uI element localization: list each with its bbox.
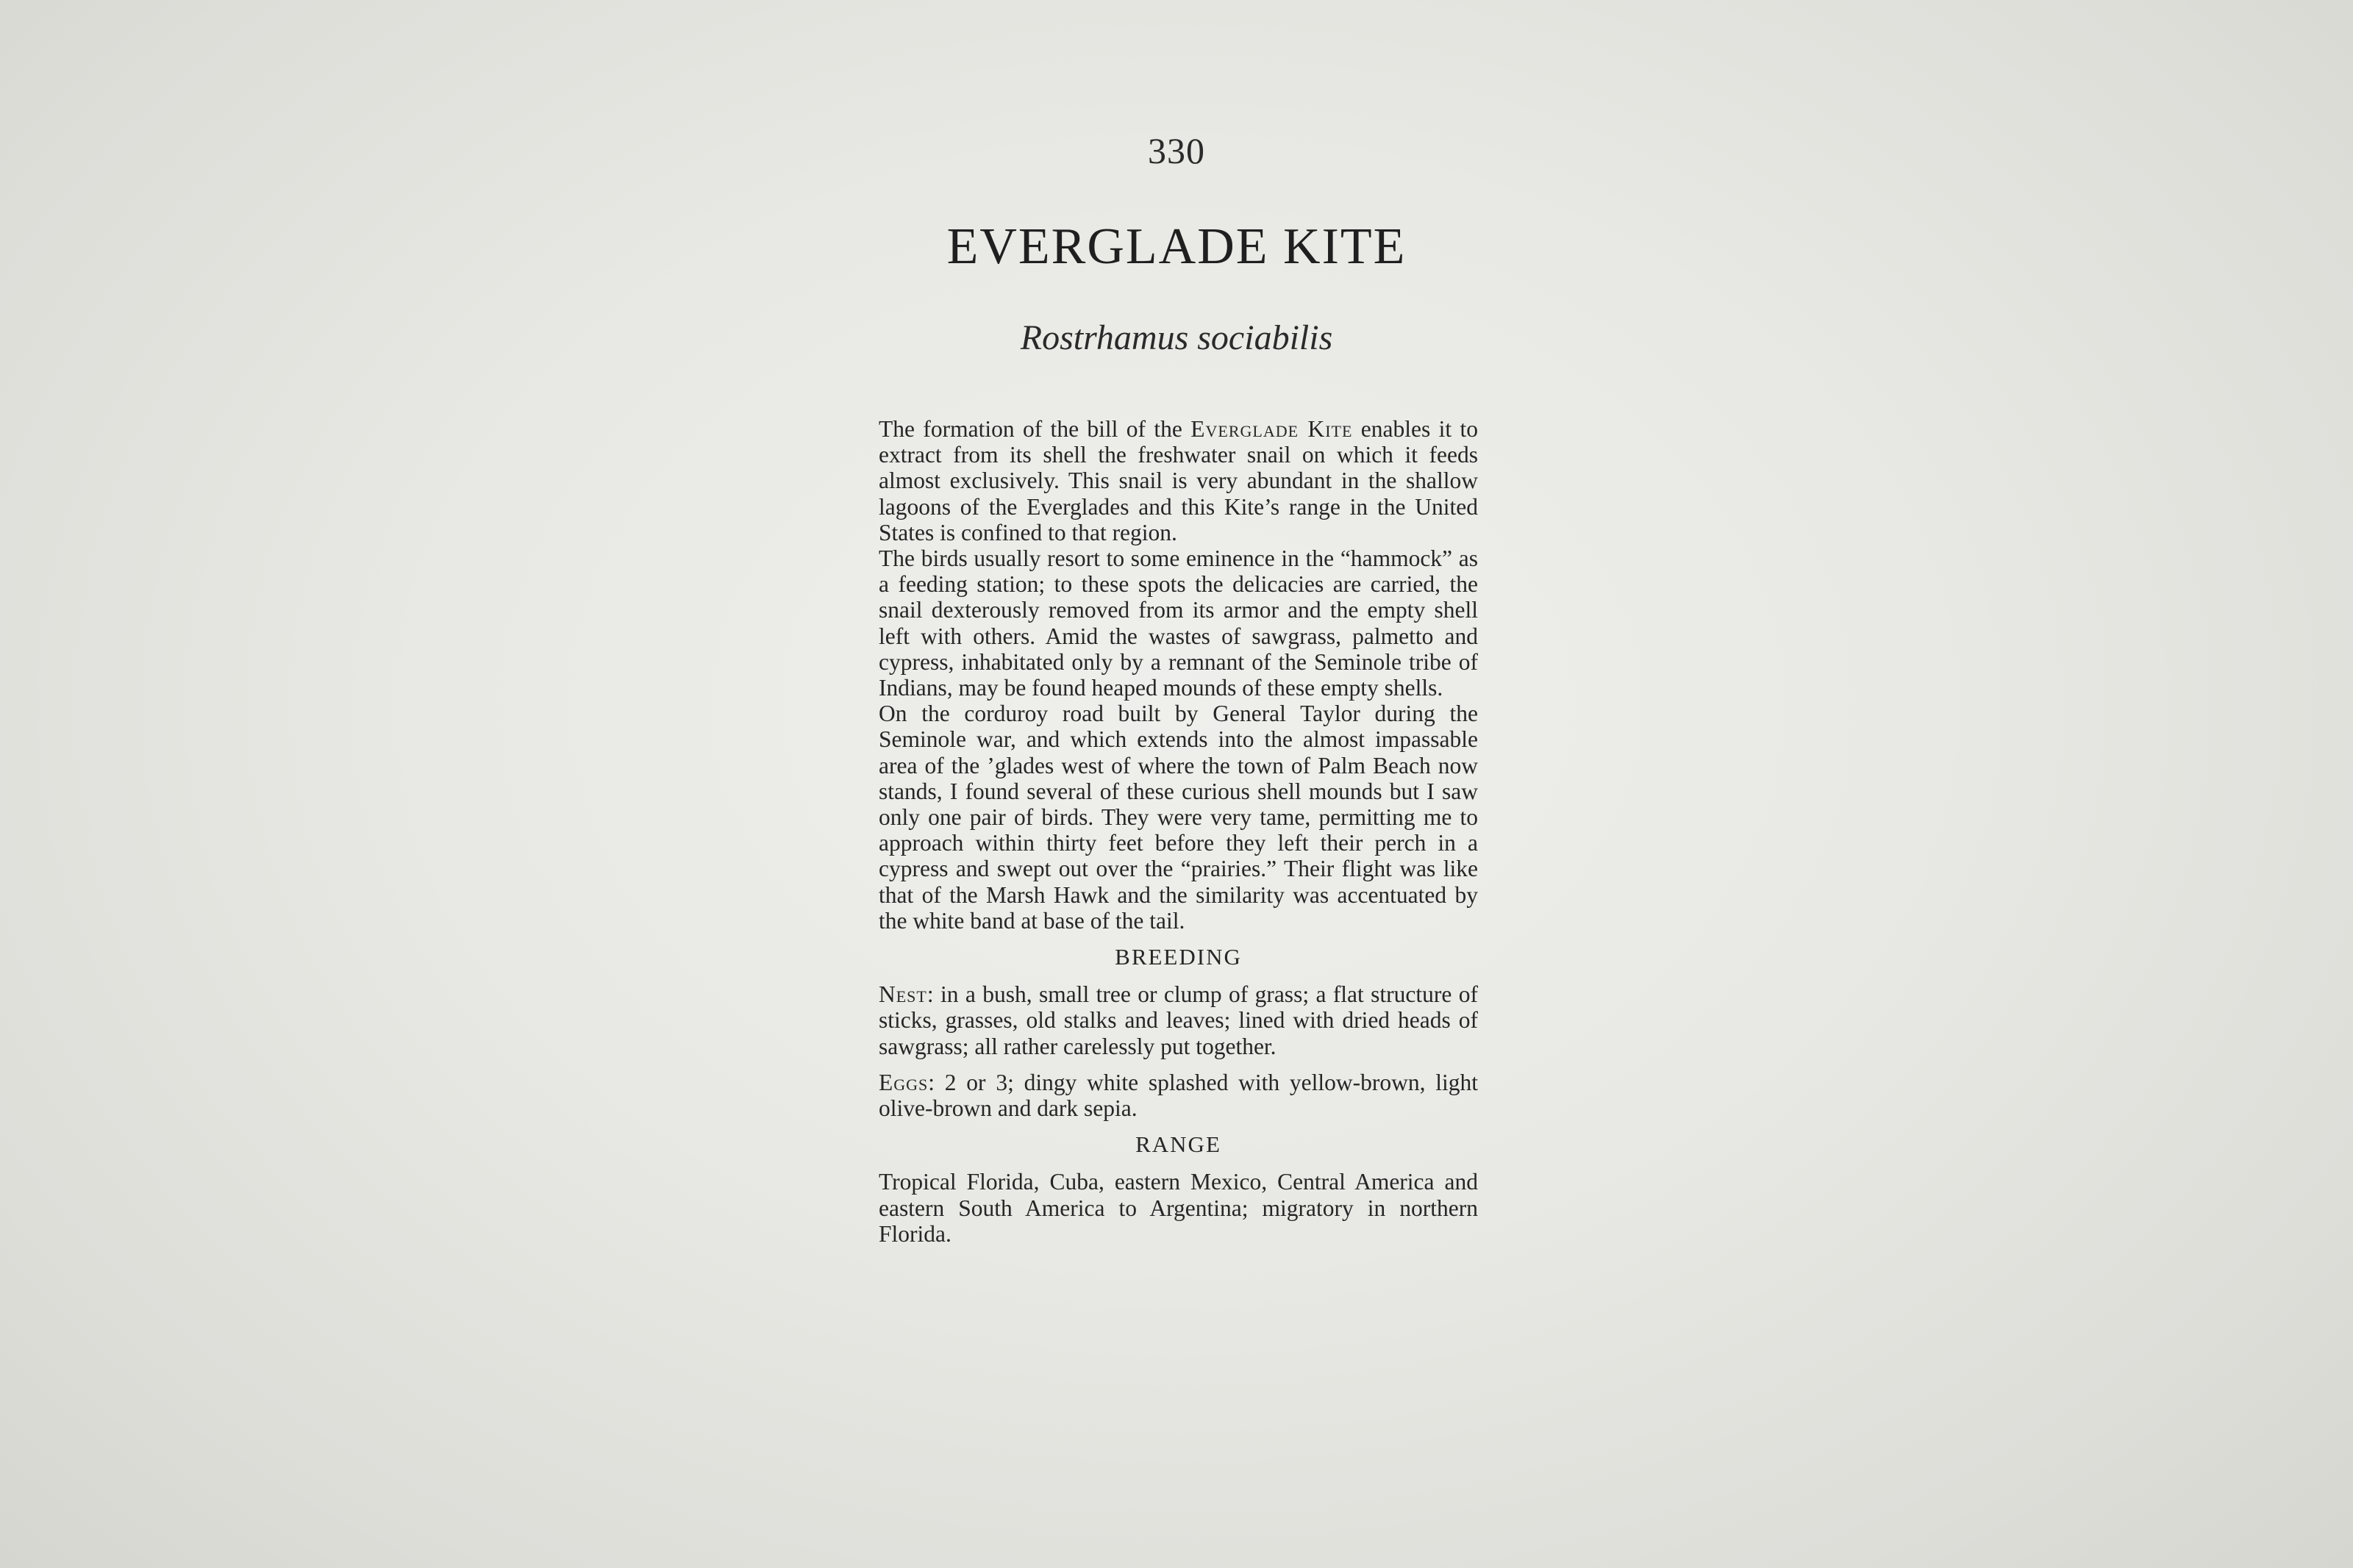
text-column (879, 416, 1478, 1247)
page-number: 330 (1148, 130, 1205, 171)
page-title: EVERGLADE KITE (946, 218, 1407, 275)
nest-label: Nest (879, 981, 927, 1008)
body-paragraph-2: The birds usually resort to some eminence in the “hammock” as a feeding station; to these spots the delicacies are carried, the snail dexterously removed from its armor and the empty shell left with others. Amid the wastes of sawgrass, palmetto and cypress, inhabitated only by a remnant of the Seminole tribe of Indians, may be found heaped mounds of these empty shells. (879, 545, 1478, 701)
bird-name-smallcaps: Everglade Kite (1190, 416, 1353, 442)
paragraph-1-lead: The formation of the bill of the (879, 416, 1191, 442)
body-paragraph-3: On the corduroy road built by General Taylor during the Seminole war, and which extends into the almost impassable area of the ’glades west of where the town of Palm Beach now stands, I found several of these curious shell mounds but I saw only one pair of birds. They were very tame, permitting me to approach within thirty feet before they left their perch in a cypress and swept out over the “prairies.” Their flight was like that of the Marsh Hawk and the similarity was accentuated by the white band at base of the tail. (879, 701, 1478, 934)
nest-text: : in a bush, small tree or clump of grass; a flat structure of sticks, grasses, old stalks and leaves; lined with dried heads of sawgrass; all rather carelessly put together. (879, 981, 1478, 1059)
breeding-heading: BREEDING (1115, 944, 1242, 970)
body-paragraph-1 (879, 416, 1478, 545)
eggs-text: : 2 or 3; dingy white splashed with yellow-brown, light olive-brown and dark sepia. (879, 1069, 1478, 1122)
range-text: Tropical Florida, Cuba, eastern Mexico, Central America and eastern South America to Argentina; migratory in northern Florida. (879, 1169, 1478, 1247)
eggs-label: Eggs (879, 1069, 929, 1095)
scientific-name: Rostrhamus sociabilis (1020, 318, 1333, 357)
range-heading: RANGE (1135, 1131, 1221, 1158)
paragraph-1-rest: enables it to extract from its shell the freshwater snail on which it feeds almost exclusively. This snail is very abundant in the shallow lagoons of the Everglades and this Kite’s range in the United States is confined to that region. (879, 416, 1479, 545)
nest-entry (879, 981, 1478, 1059)
eggs-entry (879, 1070, 1478, 1121)
